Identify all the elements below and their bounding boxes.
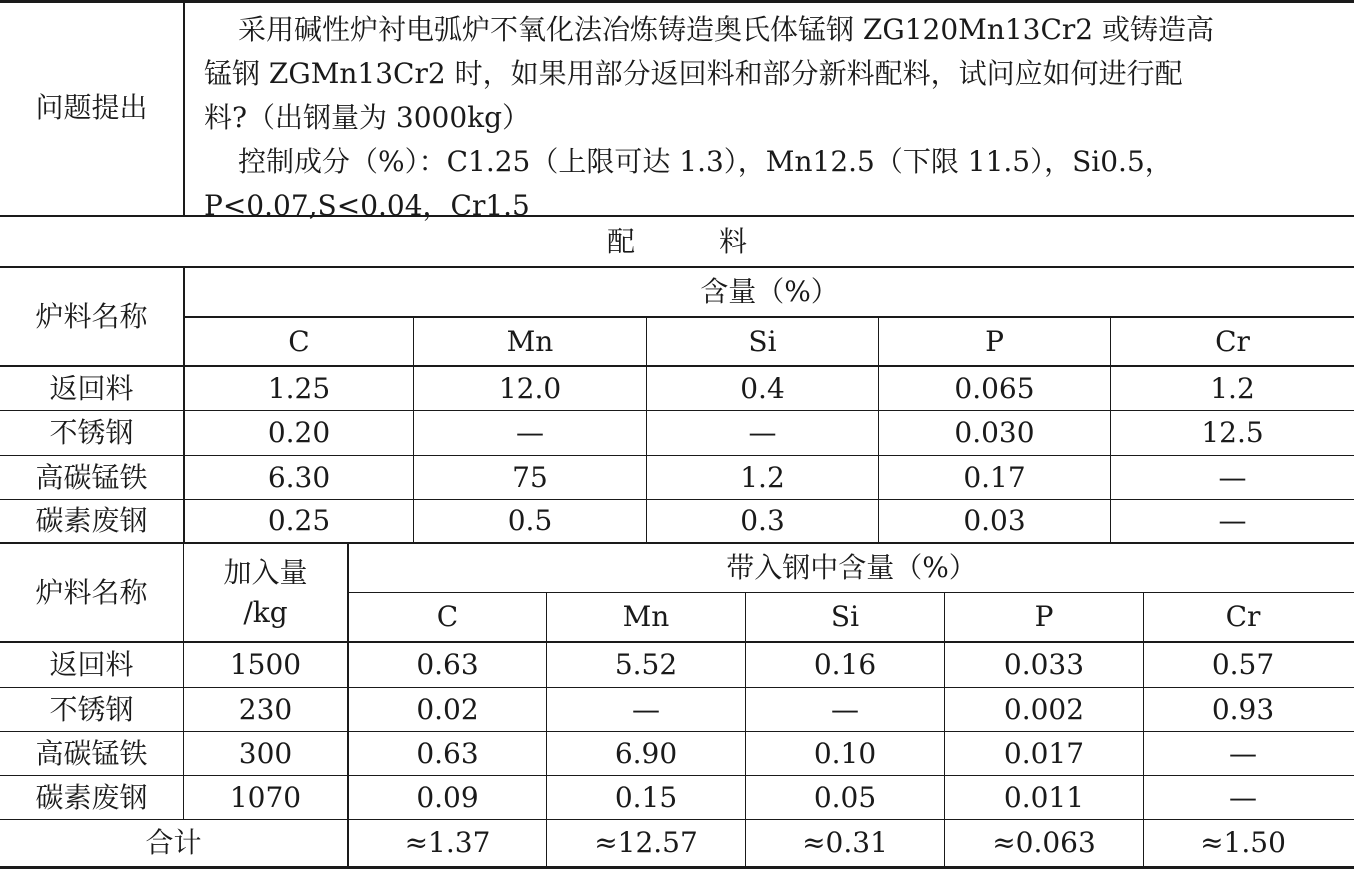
table2-row-amount: 300 <box>238 736 293 770</box>
table2-amount-header <box>184 544 347 641</box>
table2-amount-header-line1: 加入量 <box>223 555 308 589</box>
table1-col-header-si: Si <box>748 324 777 358</box>
table1-cell: 0.03 <box>963 504 1026 537</box>
table2-cell: 0.011 <box>1003 780 1085 814</box>
table1-cell: 0.065 <box>954 371 1035 405</box>
table2-cell: 0.02 <box>416 692 479 726</box>
total-cell: ≈12.57 <box>594 826 698 859</box>
table1-cell: 0.4 <box>740 371 785 405</box>
question-text <box>204 8 1332 228</box>
table1-cell: 0.3 <box>740 504 785 537</box>
total-cell: ≈1.37 <box>404 826 491 859</box>
table2-row-amount: 1070 <box>229 780 302 814</box>
table1-cell: 1.2 <box>1210 371 1255 405</box>
table2-cell: 0.63 <box>416 736 479 770</box>
table1-cell: 12.0 <box>498 371 562 405</box>
table2-cell: 0.93 <box>1211 692 1275 726</box>
table2-row-name: 不锈钢 <box>49 692 134 726</box>
question-line: P<0.07,S<0.04，Cr1.5 <box>204 189 530 222</box>
table2-cell: 5.52 <box>614 648 678 681</box>
table2-cell: — <box>1229 736 1257 770</box>
table1-group-header: 含量（%） <box>700 275 839 308</box>
table2-row-amount: 1500 <box>229 648 302 681</box>
table1-cell: 0.5 <box>507 504 553 537</box>
table1-cell: — <box>1218 504 1247 537</box>
table1-cell: 0.20 <box>267 416 331 449</box>
total-cell: ≈1.50 <box>1200 826 1286 859</box>
table2-cell: 0.63 <box>416 648 479 681</box>
question-line: 锰钢 ZGMn13Cr2 时，如果用部分返回料和部分新料配料，试问应如何进行配 <box>204 57 1183 90</box>
table2-cell: — <box>1229 780 1257 814</box>
table1-col-header-cr: Cr <box>1215 324 1250 358</box>
table1-cell: 75 <box>512 460 548 494</box>
table1-cell: 1.2 <box>740 460 785 494</box>
table2-amount-header-line2: /kg <box>243 595 288 629</box>
table2-cell: 0.10 <box>813 736 877 770</box>
table2-cell: 0.05 <box>813 780 877 814</box>
table1-row-name: 返回料 <box>49 371 134 405</box>
table1-cell: 0.17 <box>963 460 1026 494</box>
table1-col-header-p: P <box>985 324 1004 358</box>
table2-col-header-mn: Mn <box>622 600 670 633</box>
table2-cell: 0.002 <box>1003 692 1085 726</box>
table2-cell: 0.57 <box>1211 648 1275 681</box>
table1-row-name: 不锈钢 <box>49 416 134 449</box>
top-border <box>0 0 1354 3</box>
table2-group-header: 带入钢中含量（%） <box>726 551 977 584</box>
table2-cell: 0.09 <box>416 780 479 814</box>
table2-cell: 6.90 <box>614 736 678 770</box>
question-label: 问题提出 <box>35 91 148 124</box>
question-line: 料?（出钢量为 3000kg） <box>204 101 531 134</box>
bottom-border <box>0 866 1354 869</box>
table1-cell: 12.5 <box>1201 416 1264 449</box>
table1-cell: — <box>1218 460 1247 494</box>
table1-row-name: 碳素废钢 <box>35 504 148 537</box>
table1-cell: — <box>516 416 544 449</box>
total-cell: ≈0.063 <box>992 826 1096 859</box>
table2-cell: 0.017 <box>1003 736 1085 770</box>
table1-cell: 1.25 <box>267 371 331 405</box>
section-title: 配 料 <box>606 224 747 258</box>
table2-cell: 0.033 <box>1003 648 1085 681</box>
table2-col-header-c: C <box>436 600 459 633</box>
table1-name-header: 炉料名称 <box>35 299 148 333</box>
table1-col-header-c: C <box>288 324 310 358</box>
table2-row-name: 返回料 <box>49 648 134 681</box>
table2-row-name: 碳素废钢 <box>35 780 148 814</box>
table1-cell: 0.030 <box>954 416 1035 449</box>
total-label: 合计 <box>145 826 202 859</box>
table2-cell: — <box>632 692 660 726</box>
table1-cell: — <box>748 416 777 449</box>
table1-row-name: 高碳锰铁 <box>35 460 148 494</box>
question-line: 采用碱性炉衬电弧炉不氧化法冶炼铸造奥氏体锰钢 ZG120Mn13Cr2 或铸造高 <box>238 13 1215 46</box>
table2-cell: 0.15 <box>614 780 678 814</box>
table2-row-name: 高碳锰铁 <box>35 736 148 770</box>
table2-row-amount: 230 <box>238 692 293 726</box>
table1-col-header-mn: Mn <box>506 324 554 358</box>
table2-col-header-cr: Cr <box>1225 600 1261 633</box>
table1-cell: 0.25 <box>267 504 331 537</box>
table2-cell: 0.16 <box>813 648 877 681</box>
table2-col-header-p: P <box>1034 600 1054 633</box>
question-line: 控制成分（%）：C1.25（上限可达 1.3），Mn12.5（下限 11.5），Si0.5， <box>238 145 1173 178</box>
question-divider <box>183 0 185 216</box>
total-cell: ≈0.31 <box>802 826 888 859</box>
table1-cell: 6.30 <box>267 460 331 494</box>
table2-col-header-si: Si <box>830 600 860 633</box>
table2-cell: — <box>831 692 859 726</box>
table2-name-header: 炉料名称 <box>35 575 148 609</box>
